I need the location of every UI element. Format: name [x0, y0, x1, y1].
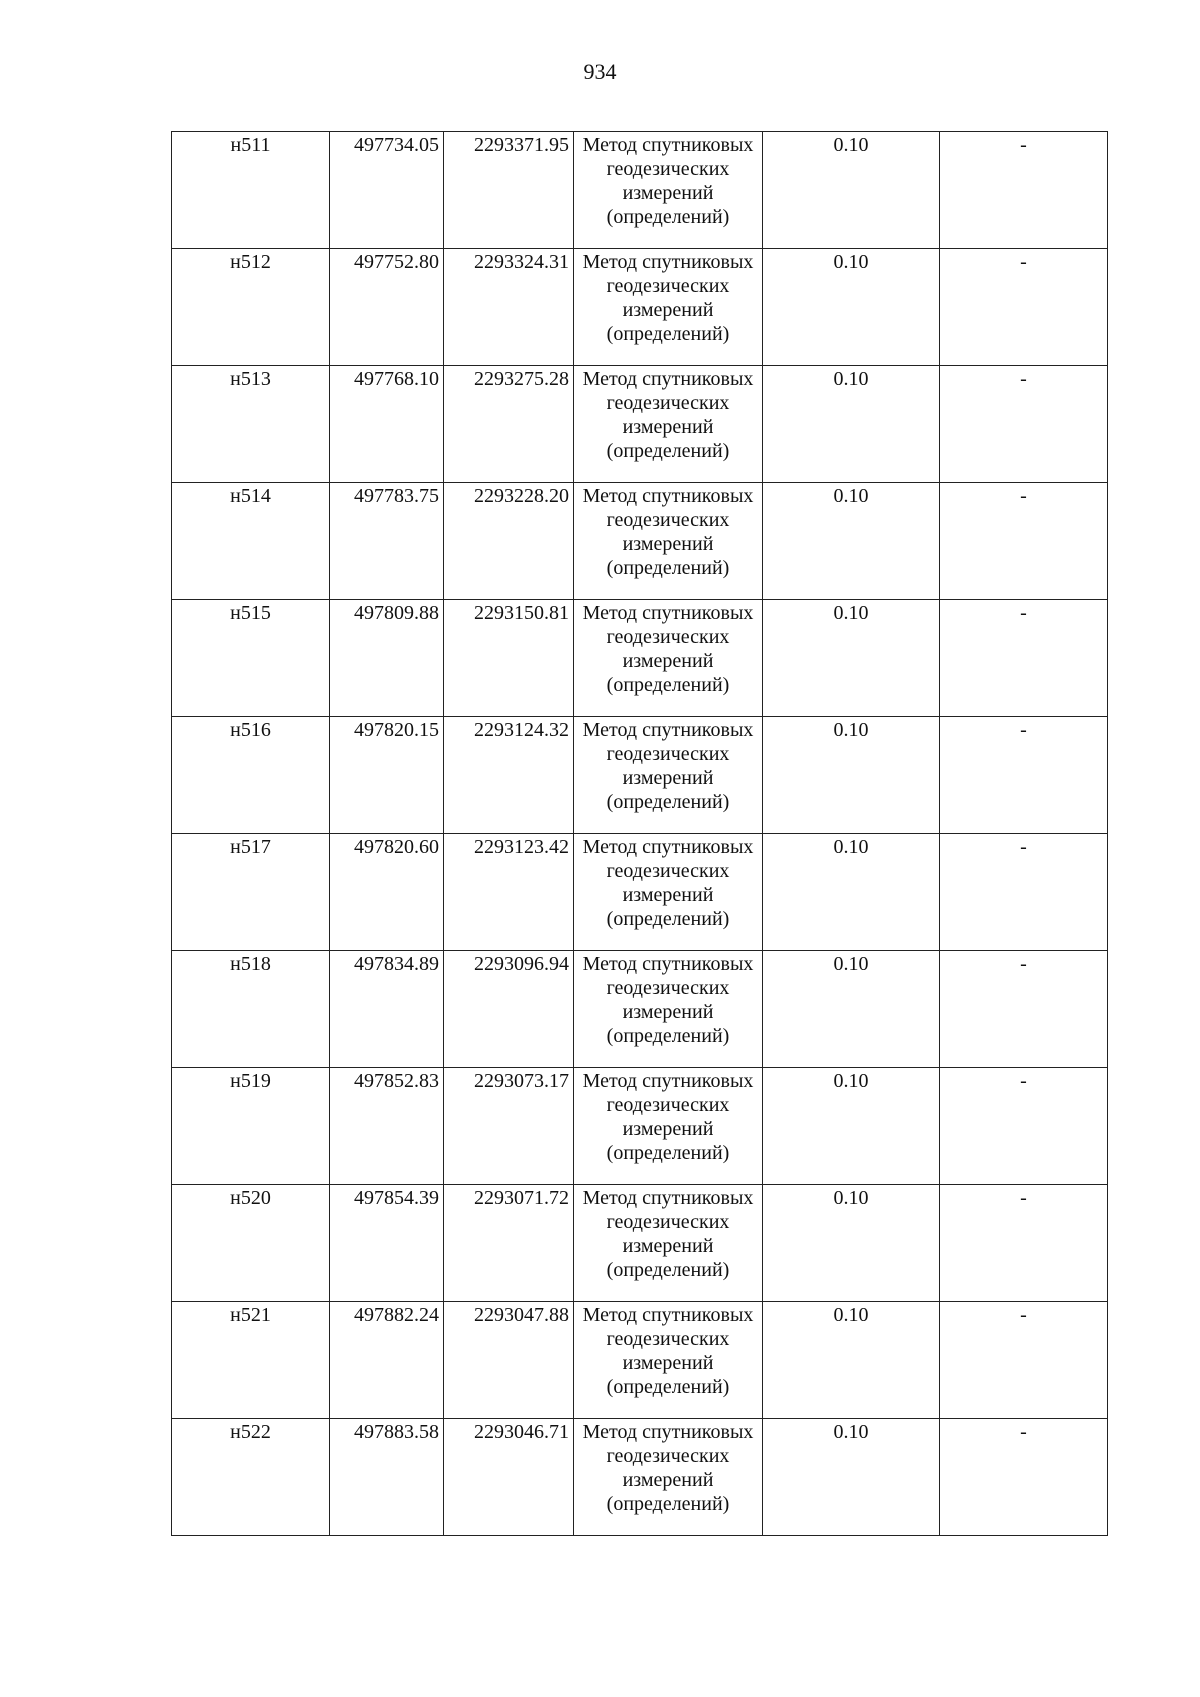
x-coordinate-cell: 497783.75 [330, 483, 444, 600]
x-coordinate-cell: 497752.80 [330, 249, 444, 366]
accuracy-cell: 0.10 [763, 1419, 940, 1536]
accuracy-cell: 0.10 [763, 717, 940, 834]
note-cell: - [940, 1419, 1108, 1536]
table-row [172, 1068, 1108, 1185]
point-id-cell: н513 [172, 366, 330, 483]
point-id-cell: н511 [172, 132, 330, 249]
accuracy-cell: 0.10 [763, 600, 940, 717]
point-id-cell: н522 [172, 1419, 330, 1536]
table-row [172, 1419, 1108, 1536]
accuracy-cell: 0.10 [763, 834, 940, 951]
table-row [172, 717, 1108, 834]
method-cell: Метод спутниковых геодезических измерений (определений) [574, 1419, 763, 1536]
y-coordinate-cell: 2293275.28 [444, 366, 574, 483]
table-row [172, 834, 1108, 951]
table-row [172, 132, 1108, 249]
x-coordinate-cell: 497809.88 [330, 600, 444, 717]
x-coordinate-cell: 497852.83 [330, 1068, 444, 1185]
y-coordinate-cell: 2293124.32 [444, 717, 574, 834]
point-id-cell: н512 [172, 249, 330, 366]
accuracy-cell: 0.10 [763, 1185, 940, 1302]
point-id-cell: н515 [172, 600, 330, 717]
point-id-cell: н521 [172, 1302, 330, 1419]
x-coordinate-cell: 497834.89 [330, 951, 444, 1068]
accuracy-cell: 0.10 [763, 483, 940, 600]
x-coordinate-cell: 497820.15 [330, 717, 444, 834]
note-cell: - [940, 717, 1108, 834]
y-coordinate-cell: 2293096.94 [444, 951, 574, 1068]
method-cell: Метод спутниковых геодезических измерений (определений) [574, 600, 763, 717]
table-row [172, 483, 1108, 600]
point-id-cell: н516 [172, 717, 330, 834]
y-coordinate-cell: 2293324.31 [444, 249, 574, 366]
page-number: 934 [583, 59, 617, 84]
table-row [172, 249, 1108, 366]
note-cell: - [940, 132, 1108, 249]
accuracy-cell: 0.10 [763, 951, 940, 1068]
accuracy-cell: 0.10 [763, 1068, 940, 1185]
accuracy-cell: 0.10 [763, 366, 940, 483]
y-coordinate-cell: 2293071.72 [444, 1185, 574, 1302]
y-coordinate-cell: 2293150.81 [444, 600, 574, 717]
table-row [172, 1185, 1108, 1302]
x-coordinate-cell: 497768.10 [330, 366, 444, 483]
x-coordinate-cell: 497854.39 [330, 1185, 444, 1302]
method-cell: Метод спутниковых геодезических измерений (определений) [574, 132, 763, 249]
note-cell: - [940, 1068, 1108, 1185]
coordinates-table [171, 131, 1108, 1536]
method-cell: Метод спутниковых геодезических измерений (определений) [574, 717, 763, 834]
method-cell: Метод спутниковых геодезических измерений (определений) [574, 834, 763, 951]
method-cell: Метод спутниковых геодезических измерений (определений) [574, 483, 763, 600]
note-cell: - [940, 834, 1108, 951]
point-id-cell: н519 [172, 1068, 330, 1185]
accuracy-cell: 0.10 [763, 249, 940, 366]
method-cell: Метод спутниковых геодезических измерений (определений) [574, 366, 763, 483]
x-coordinate-cell: 497820.60 [330, 834, 444, 951]
point-id-cell: н517 [172, 834, 330, 951]
method-cell: Метод спутниковых геодезических измерений (определений) [574, 1068, 763, 1185]
y-coordinate-cell: 2293047.88 [444, 1302, 574, 1419]
table-row [172, 1302, 1108, 1419]
y-coordinate-cell: 2293123.42 [444, 834, 574, 951]
x-coordinate-cell: 497734.05 [330, 132, 444, 249]
y-coordinate-cell: 2293046.71 [444, 1419, 574, 1536]
table-row [172, 951, 1108, 1068]
x-coordinate-cell: 497883.58 [330, 1419, 444, 1536]
x-coordinate-cell: 497882.24 [330, 1302, 444, 1419]
note-cell: - [940, 1302, 1108, 1419]
accuracy-cell: 0.10 [763, 1302, 940, 1419]
table-row [172, 600, 1108, 717]
point-id-cell: н520 [172, 1185, 330, 1302]
note-cell: - [940, 951, 1108, 1068]
point-id-cell: н514 [172, 483, 330, 600]
method-cell: Метод спутниковых геодезических измерений (определений) [574, 1302, 763, 1419]
method-cell: Метод спутниковых геодезических измерений (определений) [574, 1185, 763, 1302]
accuracy-cell: 0.10 [763, 132, 940, 249]
method-cell: Метод спутниковых геодезических измерений (определений) [574, 249, 763, 366]
point-id-cell: н518 [172, 951, 330, 1068]
note-cell: - [940, 1185, 1108, 1302]
table-row [172, 366, 1108, 483]
method-cell: Метод спутниковых геодезических измерений (определений) [574, 951, 763, 1068]
note-cell: - [940, 366, 1108, 483]
note-cell: - [940, 483, 1108, 600]
y-coordinate-cell: 2293073.17 [444, 1068, 574, 1185]
note-cell: - [940, 600, 1108, 717]
y-coordinate-cell: 2293371.95 [444, 132, 574, 249]
note-cell: - [940, 249, 1108, 366]
y-coordinate-cell: 2293228.20 [444, 483, 574, 600]
